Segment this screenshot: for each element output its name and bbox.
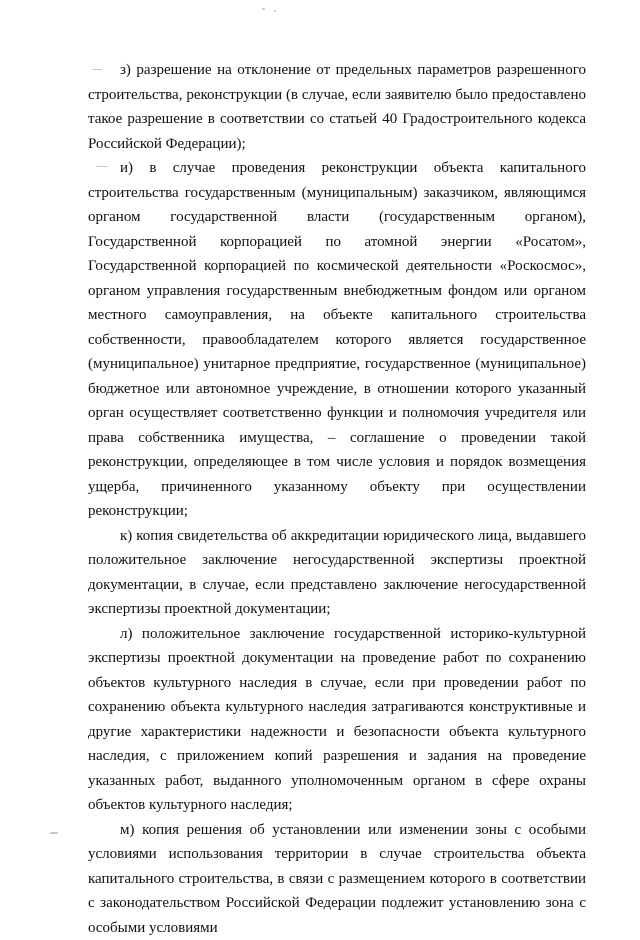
paragraph-z: з) разрешение на отклонение от предельных параметров разрешенного строительства, реконструкции (в случае, если заявителю было предоставлено такое разрешение в соответствии со статьей 40 Градостроительного кодекса Российской Федерации); [88,58,586,156]
paragraph-l: л) положительное заключение государственной историко-культурной экспертизы проектной документации на проведение работ по сохранению объектов культурного наследия в случае, если при проведении работ по сохранению объекта культурного наследия затрагиваются конструктивные и другие характеристики надежности и безопасности объекта культурного наследия, с приложением копий разрешения и задания на проведение указанных работ, выданного уполномоченным органом в сфере охраны объектов культурного наследия; [88,622,586,818]
scan-noise-mark [50,832,58,834]
scan-noise-mark [274,10,276,12]
paragraph-m: м) копия решения об установлении или изменении зоны с особыми условиями использования территории в случае строительства объекта капитального строительства, в связи с размещением которого в соответствии с законодательством Российской Федерации подлежит установлению зона с особыми условиями [88,818,586,940]
document-text [88,58,586,940]
paragraph-k: к) копия свидетельства об аккредитации юридического лица, выдавшего положительное заключение негосударственной экспертизы проектной документации, в случае, если представлено заключение негосударственной экспертизы проектной документации; [88,524,586,622]
paragraph-i: и) в случае проведения реконструкции объекта капитального строительства государственным (муниципальным) заказчиком, являющимся органом государственной власти (государственным органом), Государственной корпорацией по атомной энергии «Росатом», Государственной корпорацией по космической деятельности «Роскосмос», органом управления государственным внебюджетным фондом или органом местного самоуправления, на объекте капитального строительства собственности, правообладателем которого является государственное (муниципальное) унитарное предприятие, государственное (муниципальное) бюджетное или автономное учреждение, в отношении которого указанный орган осуществляет соответственно функции и полномочия учредителя или права собственника имущества, – соглашение о проведении такой реконструкции, определяющее в том числе условия и порядок возмещения ущерба, причиненного указанному объекту при осуществлении реконструкции; [88,156,586,524]
scan-noise-mark [262,8,265,10]
